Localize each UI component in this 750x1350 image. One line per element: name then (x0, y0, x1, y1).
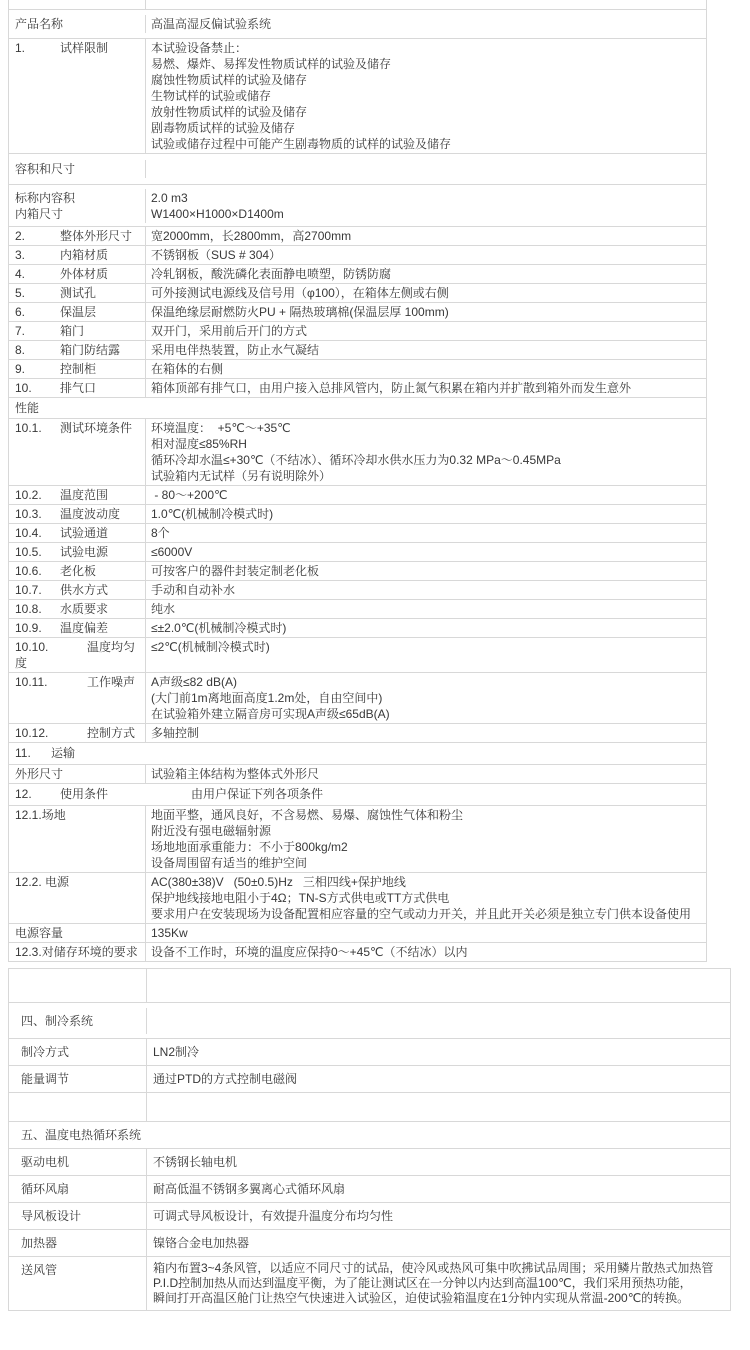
value-line: 箱体顶部有排气口，由用户接入总排风管内，防止氮气积累在箱内并扩散到箱外而发生意外 (151, 381, 632, 395)
key-cell (9, 581, 146, 599)
key-line (15, 544, 141, 560)
key-cell (9, 189, 146, 223)
key-cell (9, 227, 146, 245)
value-cell (146, 600, 706, 618)
value-cell (146, 943, 706, 961)
value-line: 腐蚀性物质试样的试验及储存 (151, 73, 308, 87)
value-line: 通过PTD的方式控制电磁阀 (153, 1072, 298, 1086)
row-label: 温度偏差 (60, 621, 109, 635)
value-cell (147, 1203, 730, 1229)
key-cell (9, 341, 146, 359)
row-label: 循环风扇 (21, 1182, 70, 1196)
key-line (15, 506, 141, 522)
row-number: 7. (15, 324, 26, 338)
section-label: 五、温度电热循环系统 (21, 1128, 142, 1142)
row-number: 1. (15, 41, 26, 55)
value-line: 可按客户的器件封装定制老化板 (151, 564, 320, 578)
spec-row (9, 303, 706, 322)
key-cell (9, 1008, 147, 1034)
row-label: 导风板设计 (21, 1209, 82, 1223)
spec-row (9, 873, 706, 924)
value-line: 循环冷却水温≤+30℃（不结冰）、循环冷却水供水压力为0.32 MPa～0.45MPa (151, 453, 561, 467)
row-number: 12. (15, 787, 32, 801)
row-number: 10.3. (15, 507, 42, 521)
value-line: 双开门，采用前后开门的方式 (151, 324, 308, 338)
row-label: 12.3.对储存环境的要求 (15, 945, 138, 959)
main-spec-table (8, 0, 707, 962)
key-line (15, 674, 141, 690)
value-cell (147, 1257, 730, 1310)
key-cell (9, 360, 146, 378)
value-cell (147, 1230, 730, 1256)
key-line (15, 285, 141, 301)
key-line (21, 1236, 140, 1251)
row-number: 11. (15, 746, 31, 760)
value-line: 耐高低温不锈钢多翼离心式循环风扇 (153, 1182, 346, 1196)
value-cell (146, 341, 706, 359)
value-line: 本试验设备禁止： (151, 41, 248, 55)
spec-row (9, 265, 706, 284)
key-cell (9, 724, 146, 742)
key-cell (9, 303, 146, 321)
value-cell (146, 284, 706, 302)
key-line (15, 228, 141, 244)
key-cell (9, 924, 146, 942)
row-number: 10.5. (15, 545, 42, 559)
key-line (15, 525, 141, 541)
key-line (15, 16, 141, 32)
value-line: 保温绝缘层耐燃防火PU + 隔热玻璃棉(保温层厚 100mm) (151, 305, 449, 319)
value-cell (147, 1093, 730, 1121)
section-label: 性能 (15, 401, 40, 415)
spec-row (9, 341, 706, 360)
spec-row (9, 1176, 730, 1203)
key-line (15, 304, 141, 320)
spec-row (9, 673, 706, 724)
value-line: 设备不工作时，环境的温度应保持0～+45℃（不结冰）以内 (151, 945, 468, 959)
value-line: ≤2℃(机械制冷模式时) (151, 640, 270, 654)
value-cell (146, 486, 706, 504)
value-line: W1400×H1000×D1400m (151, 206, 284, 221)
row-number: 10.12. (15, 726, 49, 740)
row-label: 外形尺寸 (15, 767, 64, 781)
value-cell (147, 1039, 730, 1065)
section-row (9, 398, 706, 419)
key-cell (9, 1176, 147, 1202)
row-number: 10.7. (15, 583, 42, 597)
key-cell (9, 873, 146, 923)
value-cell (146, 168, 706, 170)
spec-row (9, 246, 706, 265)
key-line (21, 1263, 140, 1278)
value-line: 附近没有强电磁辐射源 (151, 824, 272, 838)
key-line (15, 361, 141, 377)
spec-row (9, 969, 730, 1003)
value-line: 1.0℃(机械制冷模式时) (151, 507, 274, 521)
spec-row (9, 284, 706, 303)
key-cell (9, 379, 146, 397)
key-line (15, 639, 141, 671)
value-line: 相对湿度≤85%RH (151, 437, 247, 451)
spec-row (9, 943, 706, 961)
key-line (15, 380, 141, 396)
key-line (15, 601, 141, 617)
value-cell (146, 924, 706, 942)
spec-row (9, 154, 706, 185)
key-line (15, 206, 141, 222)
row-label: 能量调节 (21, 1072, 70, 1086)
spec-row (9, 924, 706, 943)
key-cell (9, 160, 146, 178)
spec-row (9, 638, 706, 673)
spec-row (9, 1003, 730, 1039)
value-line: 135Kw (151, 926, 188, 940)
value-cell (146, 360, 706, 378)
key-cell (9, 806, 146, 872)
spec-row (9, 765, 706, 784)
key-line (21, 1014, 140, 1029)
row-number: 6. (15, 305, 26, 319)
row-number: 10.10. (15, 640, 49, 654)
key-cell (9, 0, 146, 9)
row-label: 电源容量 (15, 926, 64, 940)
key-line (15, 944, 141, 960)
key-cell (9, 619, 146, 637)
row-label: 工作噪声 (87, 675, 136, 689)
key-line (15, 420, 141, 436)
row-label: 试验通道 (60, 526, 109, 540)
row-label: 容积和尺寸 (15, 162, 76, 176)
value-cell (146, 379, 706, 397)
spec-row (9, 1230, 730, 1257)
key-cell (9, 1066, 147, 1092)
value-cell (146, 873, 706, 923)
key-cell (9, 562, 146, 580)
key-line (21, 1155, 140, 1170)
row-number: 3. (15, 248, 26, 262)
key-line (15, 40, 141, 56)
value-line: 试验箱内无试样（另有说明除外） (151, 469, 332, 483)
spec-row (9, 10, 706, 39)
row-label: 排气口 (60, 381, 97, 395)
value-cell (146, 39, 706, 153)
value-cell (146, 724, 706, 742)
value-cell (147, 1176, 730, 1202)
row-number: 5. (15, 286, 26, 300)
row-label: 供水方式 (60, 583, 109, 597)
value-line: 高温高湿反偏试验系统 (151, 17, 272, 31)
key-cell (9, 524, 146, 542)
value-line: 试验箱主体结构为整体式外形尺 (151, 767, 320, 781)
key-line (15, 323, 141, 339)
value-cell (147, 1066, 730, 1092)
key-cell (9, 15, 146, 33)
spec-row (9, 379, 706, 398)
value-cell (146, 265, 706, 283)
row-number: 10.1. (15, 421, 42, 435)
key-line (15, 874, 141, 890)
spec-row (9, 1093, 730, 1122)
key-cell (9, 1093, 147, 1121)
value-line: 设备周围留有适当的维护空间 (151, 856, 308, 870)
value-cell (146, 505, 706, 523)
row-label: 加热器 (21, 1236, 58, 1250)
value-cell (146, 543, 706, 561)
key-line (15, 925, 141, 941)
value-line: 易燃、爆炸、易挥发性物质试样的试验及储存 (151, 57, 392, 71)
value-line: 可调式导风板设计，有效提升温度分布均匀性 (153, 1209, 394, 1223)
value-line: 冷轧钢板，酸洗磷化表面静电喷塑，防锈防腐 (151, 267, 392, 281)
spec-row (9, 419, 706, 486)
key-cell (9, 1230, 147, 1256)
value-line: 采用电伴热装置，防止水气凝结 (151, 343, 320, 357)
value-cell (146, 562, 706, 580)
key-cell (9, 765, 146, 783)
key-cell (9, 265, 146, 283)
key-line (15, 582, 141, 598)
value-cell (147, 1015, 730, 1026)
spec-row (9, 322, 706, 341)
row-number: 10.6. (15, 564, 42, 578)
row-label: 整体外形尺寸 (60, 229, 133, 243)
spec-row (9, 581, 706, 600)
value-line: 试验或储存过程中可能产生剧毒物质的试样的试验及储存 (151, 137, 452, 151)
value-line: 保护地线接地电阻小于4Ω；TN-S方式供电或TT方式供电 (151, 891, 450, 905)
row-number: 10.8. (15, 602, 42, 616)
row-label: 内箱尺寸 (15, 206, 64, 221)
key-cell (9, 322, 146, 340)
section-label: 使用条件 (60, 787, 109, 801)
value-line: 剧毒物质试样的试验及储存 (151, 121, 296, 135)
key-cell (9, 543, 146, 561)
key-cell (9, 284, 146, 302)
value-cell (146, 673, 706, 723)
key-line (21, 1045, 140, 1060)
value-line: 手动和自动补水 (151, 583, 236, 597)
row-number: 10. (15, 381, 32, 395)
system-spec-table (8, 968, 731, 1311)
key-cell (9, 673, 146, 723)
row-label: 内箱材质 (60, 248, 109, 262)
spec-row (9, 1203, 730, 1230)
value-cell (146, 227, 706, 245)
key-line (21, 1209, 140, 1224)
row-number: 9. (15, 362, 26, 376)
key-cell (9, 1039, 147, 1065)
spec-row (9, 1039, 730, 1066)
value-cell (146, 419, 706, 485)
value-line: 2.0 m3 (151, 190, 188, 205)
value-cell (146, 303, 706, 321)
key-line (15, 247, 141, 263)
row-number: 10.4. (15, 526, 42, 540)
row-number: 8. (15, 343, 26, 357)
key-cell (9, 39, 146, 153)
spec-row (9, 806, 706, 873)
key-cell (9, 638, 146, 672)
spec-row (9, 600, 706, 619)
key-line (15, 342, 141, 358)
key-cell (9, 1203, 147, 1229)
value-line: ≤±2.0℃(机械制冷模式时) (151, 621, 287, 635)
value-cell (146, 806, 706, 872)
section-row (9, 743, 706, 765)
row-label: 12.2. 电源 (15, 875, 70, 889)
spec-row (9, 505, 706, 524)
spec-row (9, 1066, 730, 1093)
spec-row (9, 619, 706, 638)
value-line: P.I.D控制加热从而达到温度平衡，为了能让测试区在一分钟以内达到高温100℃，我们采用预热功能， (153, 1276, 692, 1290)
row-number: 2. (15, 229, 26, 243)
row-number: 10.11. (15, 675, 48, 689)
spec-row (9, 724, 706, 743)
key-cell (9, 246, 146, 264)
key-line (15, 266, 141, 282)
row-label: 外体材质 (60, 267, 109, 281)
value-line: 镍铬合金电加热器 (153, 1236, 250, 1250)
value-cell (146, 638, 706, 672)
row-label: 试样限制 (60, 41, 109, 55)
key-line (15, 766, 141, 782)
spec-row (9, 185, 706, 227)
row-label: 驱动电机 (21, 1155, 70, 1169)
row-number: 10.9. (15, 621, 42, 635)
value-cell (147, 969, 730, 1002)
row-label: 12.1.场地 (15, 808, 66, 822)
value-line: 8个 (151, 526, 170, 540)
value-line: 生物试样的试验或储存 (151, 89, 272, 103)
row-number: 10.2. (15, 488, 42, 502)
row-label: 测试环境条件 (60, 421, 133, 435)
row-label: 制冷方式 (21, 1045, 70, 1059)
value-line: 可外接测试电源线及信号用（φ100），在箱体左侧或右侧 (151, 286, 449, 300)
key-cell (9, 943, 146, 961)
key-line (21, 1072, 140, 1087)
value-line: 放射性物质试样的试验及储存 (151, 105, 308, 119)
value-cell (146, 524, 706, 542)
value-line: 纯水 (151, 602, 176, 616)
spec-row (9, 562, 706, 581)
value-line: 瞬间打开高温区舱门让热空气快速进入试验区，迫使试验箱温度在1分钟内实现从常温-200℃的转换。 (153, 1291, 690, 1305)
spec-row (9, 543, 706, 562)
row-label: 四、制冷系统 (21, 1013, 94, 1028)
spec-row (9, 227, 706, 246)
value-line: 场地地面承重能力：不小于800kg/m2 (151, 840, 348, 854)
key-cell (9, 419, 146, 485)
key-cell (9, 1257, 147, 1310)
value-line: LN2制冷 (153, 1045, 200, 1059)
key-cell (9, 505, 146, 523)
value-line: - 80～+200℃ (151, 488, 228, 502)
value-line: 在箱体的右侧 (151, 362, 224, 376)
row-label: 控制柜 (60, 362, 97, 376)
key-cell (9, 600, 146, 618)
row-label: 温度均匀度 (15, 640, 136, 670)
row-label: 标称内容积 (15, 190, 76, 205)
key-line (15, 725, 141, 741)
value-cell (146, 765, 706, 783)
value-line: (大门前1m离地面高度1.2m处，自由空间中) (151, 691, 383, 705)
spec-row (9, 1257, 730, 1310)
value-cell (146, 322, 706, 340)
spec-row (9, 360, 706, 379)
key-line (15, 563, 141, 579)
row-label: 水质要求 (60, 602, 109, 616)
value-cell (147, 1149, 730, 1175)
row-label: 温度波动度 (60, 507, 121, 521)
key-line (15, 487, 141, 503)
value-line: 在试验箱外建立隔音房可实现A声级≤65dB(A) (151, 707, 390, 721)
row-label: 送风管 (21, 1263, 58, 1277)
spec-row (9, 0, 706, 10)
section-row (9, 1122, 730, 1149)
spec-row (9, 1149, 730, 1176)
key-line (15, 620, 141, 636)
row-label: 保温层 (60, 305, 97, 319)
spec-row (9, 524, 706, 543)
row-label: 箱门 (60, 324, 85, 338)
value-cell (146, 619, 706, 637)
key-line (15, 190, 141, 206)
section-row (9, 784, 706, 806)
value-line: A声级≤82 dB(A) (151, 675, 237, 689)
key-cell (9, 486, 146, 504)
value-line: AC(380±38)V (50±0.5)Hz 三相四线+保护地线 (151, 875, 406, 889)
value-cell (146, 246, 706, 264)
row-label: 产品名称 (15, 17, 64, 31)
value-cell (146, 15, 706, 33)
value-line: ≤6000V (151, 545, 193, 559)
value-line: 要求用户在安装现场为设备配置相应容量的空气或动力开关，并且此开关必须是独立专门供本设备使用 (151, 907, 692, 921)
key-line (15, 161, 141, 177)
row-label: 温度范围 (60, 488, 109, 502)
section-label: 运输 (51, 746, 76, 760)
spec-row (9, 39, 706, 154)
value-line: 地面平整，通风良好，不含易燃、易爆、腐蚀性气体和粉尘 (151, 808, 464, 822)
section-note: 由用户保证下列各项条件 (191, 787, 324, 801)
value-line: 多轴控制 (151, 726, 200, 740)
value-cell (146, 0, 706, 9)
key-line (15, 807, 141, 823)
row-label: 试验电源 (60, 545, 109, 559)
row-label: 测试孔 (60, 286, 97, 300)
spec-row (9, 486, 706, 505)
value-cell (146, 581, 706, 599)
value-line: 不锈钢长轴电机 (153, 1155, 238, 1169)
key-cell (9, 969, 147, 1002)
value-cell (146, 189, 706, 223)
row-label: 老化板 (60, 564, 97, 578)
value-line: 不锈钢板（SUS # 304） (151, 248, 282, 262)
value-line: 环境温度： +5℃～+35℃ (151, 421, 291, 435)
row-label: 控制方式 (87, 726, 136, 740)
row-label: 箱门防结露 (60, 343, 121, 357)
value-line: 宽2000mm，长2800mm，高2700mm (151, 229, 352, 243)
row-number: 4. (15, 267, 26, 281)
value-line: 箱内布置3~4条风管，以适应不同尺寸的试品，使冷风或热风可集中吹拂试品周围；采用鳞片散热式加热管 (153, 1261, 714, 1275)
key-line (21, 1182, 140, 1197)
key-cell (9, 1149, 147, 1175)
